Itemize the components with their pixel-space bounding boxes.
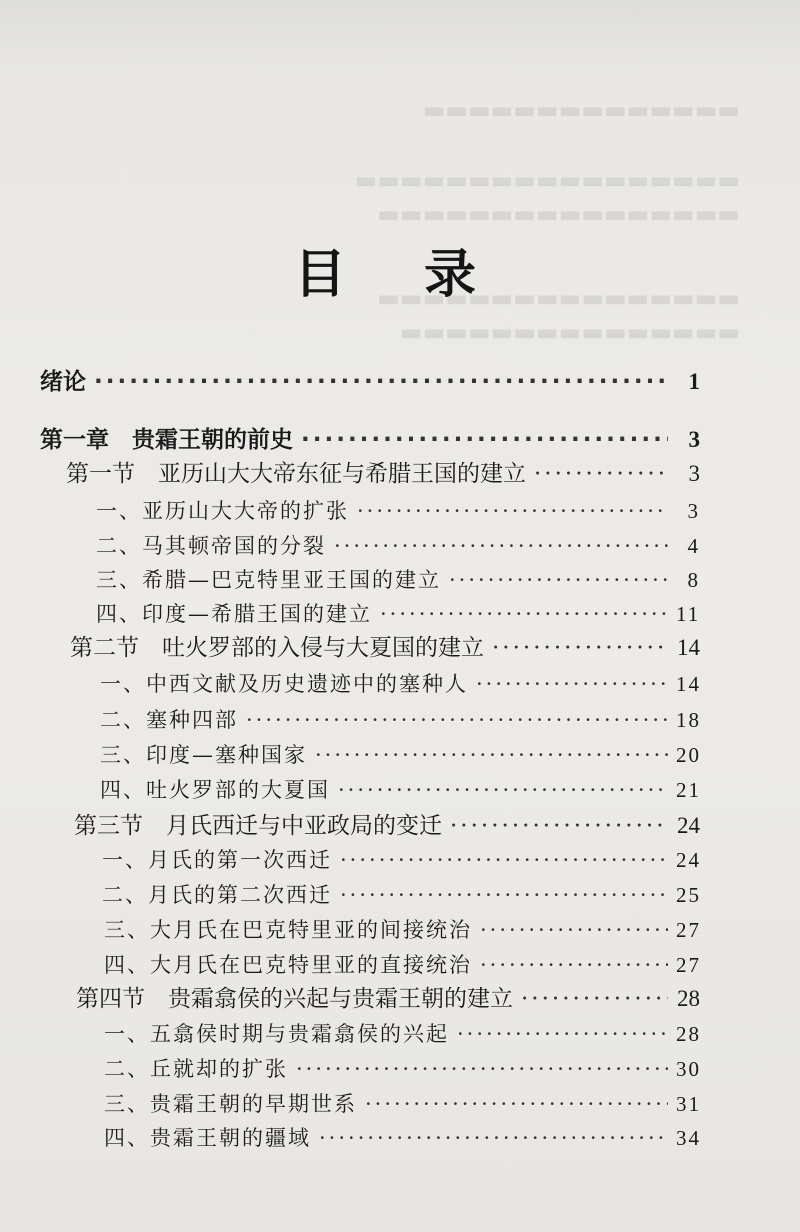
bleed-through-text: ▬▬▬▬▬▬▬▬▬▬▬▬▬▬▬ xyxy=(399,318,740,346)
leader-dots xyxy=(492,634,668,662)
toc-entry[interactable] xyxy=(104,1055,700,1085)
bleed-through-text: ▬▬▬▬▬▬▬▬▬▬▬▬▬▬▬▬▬ xyxy=(354,166,740,194)
toc-entry-page: 27 xyxy=(676,953,701,977)
leader-dots xyxy=(480,951,668,979)
toc-entry-page: 14 xyxy=(676,672,701,696)
toc-entry-page: 34 xyxy=(676,1126,701,1150)
leader-dots xyxy=(365,1090,668,1118)
toc-entry[interactable] xyxy=(102,881,700,911)
toc-entry[interactable] xyxy=(104,1124,700,1154)
toc-entry-label: 三、希腊—巴克特里亚王国的建立 xyxy=(96,568,441,592)
toc-entry[interactable] xyxy=(104,1090,700,1120)
toc-entry-page: 4 xyxy=(687,534,700,558)
leader-dots xyxy=(296,1055,668,1083)
toc-entry[interactable] xyxy=(96,497,700,527)
leader-dots xyxy=(338,776,668,804)
leader-dots xyxy=(246,706,668,734)
toc-entry-page: 30 xyxy=(676,1057,701,1081)
bleed-through-text: ▬▬▬▬▬▬▬▬▬▬▬▬▬▬▬▬ xyxy=(377,200,740,228)
toc-entry-page: 24 xyxy=(676,848,701,872)
toc-entry-page: 24 xyxy=(677,813,700,838)
toc-entry[interactable] xyxy=(100,706,700,736)
toc-entry-label: 四、大月氏在巴克特里亚的直接统治 xyxy=(104,953,472,977)
toc-entry[interactable] xyxy=(102,846,700,876)
toc-entry-label: 一、亚历山大大帝的扩张 xyxy=(96,499,349,523)
toc-title: 目 录 xyxy=(293,245,507,305)
toc-entry-page: 28 xyxy=(676,1022,701,1046)
toc-entry-label: 第二节 吐火罗部的入侵与大夏国的建立 xyxy=(70,635,484,661)
leader-dots xyxy=(340,881,668,909)
toc-entry-label: 第四节 贵霜翕侯的兴起与贵霜王朝的建立 xyxy=(76,986,513,1012)
toc-entry[interactable] xyxy=(66,460,700,490)
toc-entry-label: 三、大月氏在巴克特里亚的间接统治 xyxy=(104,918,472,942)
toc-entry-label: 三、印度—塞种国家 xyxy=(100,743,307,767)
leader-dots xyxy=(480,916,668,944)
toc-entry-page: 21 xyxy=(676,778,701,802)
leader-dots xyxy=(380,600,668,628)
toc-entry-label: 四、吐火罗部的大夏国 xyxy=(100,778,330,802)
toc-entry-label: 二、马其顿帝国的分裂 xyxy=(96,534,326,558)
leader-dots xyxy=(449,566,668,594)
leader-dots xyxy=(457,1020,668,1048)
toc-entry-label: 三、贵霜王朝的早期世系 xyxy=(104,1092,357,1116)
toc-entry-page: 25 xyxy=(676,883,701,907)
toc-entry[interactable] xyxy=(96,600,700,630)
toc-entry-label: 第一章 贵霜王朝的前史 xyxy=(40,427,293,453)
toc-entry[interactable] xyxy=(96,532,700,562)
leader-dots xyxy=(334,532,668,560)
leader-dots xyxy=(521,985,668,1013)
toc-entry-label: 第三节 月氏西迁与中亚政局的变迁 xyxy=(74,813,442,839)
toc-entry[interactable] xyxy=(74,812,700,842)
leader-dots xyxy=(319,1124,668,1152)
toc-entry-page: 28 xyxy=(677,986,700,1011)
toc-entry-page: 20 xyxy=(676,743,701,767)
bleed-through-text: ▬▬▬▬▬▬▬▬▬▬▬▬▬▬ xyxy=(422,96,740,124)
toc-entry-page: 1 xyxy=(688,369,700,394)
toc-entry-page: 11 xyxy=(676,602,701,626)
toc-entry-page: 3 xyxy=(687,499,700,523)
toc-entry[interactable] xyxy=(70,634,700,664)
toc-entry[interactable] xyxy=(100,670,700,700)
toc-entry-label: 一、月氏的第一次西迁 xyxy=(102,848,332,872)
toc-entry-label: 一、中西文献及历史遗迹中的塞种人 xyxy=(100,672,468,696)
toc-entry[interactable] xyxy=(76,985,700,1015)
leader-dots xyxy=(357,497,668,525)
toc-entry-page: 14 xyxy=(677,635,700,660)
toc-entry-page: 3 xyxy=(688,461,700,486)
leader-dots xyxy=(476,670,668,698)
leader-dots xyxy=(450,812,668,840)
leader-dots xyxy=(94,368,668,396)
toc-entry[interactable] xyxy=(104,951,700,981)
toc-entry-page: 18 xyxy=(676,708,701,732)
toc-entry-label: 四、印度—希腊王国的建立 xyxy=(96,602,372,626)
toc-entry[interactable] xyxy=(104,1020,700,1050)
toc-entry[interactable] xyxy=(96,566,700,596)
toc-entry-label: 第一节 亚历山大大帝东征与希腊王国的建立 xyxy=(66,461,526,487)
leader-dots xyxy=(534,460,668,488)
toc-entry-page: 27 xyxy=(676,918,701,942)
toc-entry-page: 3 xyxy=(688,427,700,452)
toc-entry-label: 四、贵霜王朝的疆域 xyxy=(104,1126,311,1150)
toc-entry-label: 绪论 xyxy=(40,369,86,395)
toc-entry[interactable] xyxy=(40,368,700,398)
toc-entry-label: 二、月氏的第二次西迁 xyxy=(102,883,332,907)
toc-entry[interactable] xyxy=(104,916,700,946)
toc-entry[interactable] xyxy=(100,741,700,771)
leader-dots xyxy=(340,846,668,874)
bleed-through-text: ▬▬▬▬▬▬▬▬▬▬▬▬▬▬▬▬ xyxy=(377,284,740,312)
toc-entry[interactable] xyxy=(40,426,700,456)
toc-entry[interactable] xyxy=(100,776,700,806)
toc-entry-label: 二、丘就却的扩张 xyxy=(104,1057,288,1081)
leader-dots xyxy=(315,741,668,769)
toc-entry-label: 一、五翕侯时期与贵霜翕侯的兴起 xyxy=(104,1022,449,1046)
leader-dots xyxy=(301,426,668,454)
toc-entry-label: 二、塞种四部 xyxy=(100,708,238,732)
toc-entry-page: 8 xyxy=(687,568,700,592)
toc-entry-page: 31 xyxy=(676,1092,701,1116)
